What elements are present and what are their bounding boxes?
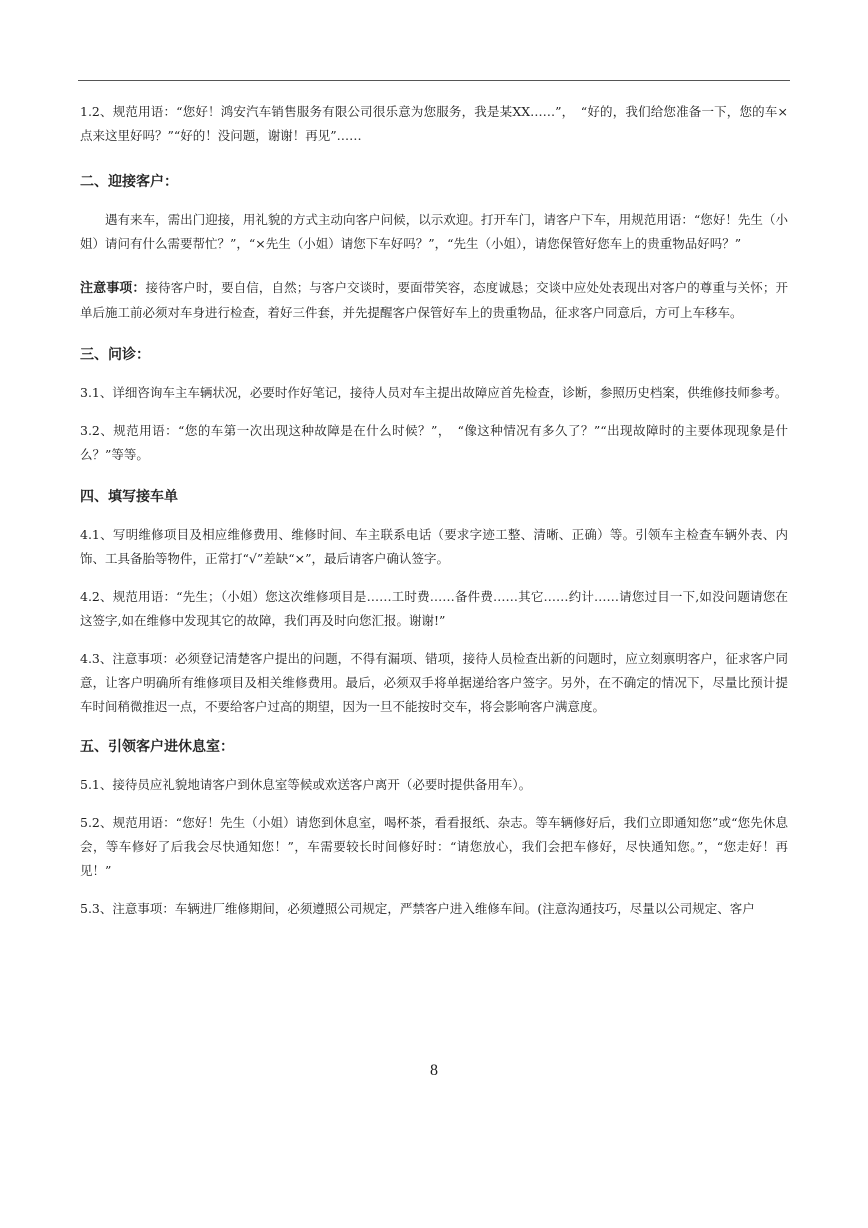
paragraph-3-1: 3.1、详细咨询车主车辆状况，必要时作好笔记，接待人员对车主提出故障应首先检查，诊断，参照历史档案，供维修技师参考。 (80, 385, 788, 400)
section-heading-4: 四、填写接车单 (80, 489, 178, 505)
paragraph-4-3: 4.3、注意事项：必须登记清楚客户提出的问题，不得有漏项、错项，接待人员检查出新的问题时，应立刻禀明客户，征求客户同意，让客户明确所有维修项目及相关维修费用。最后，必须双手将单据递给客户签字。另外，在不确定的情况下，尽量比预计提车时间稍微推迟一点，不要给客户过高的期望，因为一旦不能按时交车，将会影响客户满意度。 (80, 651, 788, 714)
page-content (80, 100, 788, 921)
note-paragraph (80, 276, 788, 325)
paragraph-5-3: 5.3、注意事项：车辆进厂维修期间，必须遵照公司规定，严禁客户进入维修车间。(注意沟通技巧，尽量以公司规定、客户 (80, 901, 755, 916)
section-heading-2: 二、迎接客户： (80, 174, 178, 190)
paragraph-1-2: 1.2、规范用语：“您好！鸿安汽车销售服务有限公司很乐意为您服务，我是某XX……”， “好的，我们给您准备一下，您的车×点来这里好吗？”“好的！没问题，谢谢！再见”…… (80, 104, 788, 143)
section-heading-3: 三、问诊： (80, 347, 150, 363)
paragraph-4-2: 4.2、规范用语：“先生；（小姐）您这次维修项目是……工时费……备件费……其它……约计……请您过目一下,如没问题请您在这签字,如在维修中发现其它的故障，我们再及时向您汇报。谢谢!” (80, 589, 788, 628)
note-text: 接待客户时，要自信，自然；与客户交谈时，要面带笑容，态度诚恳；交谈中应处处表现出对客户的尊重与关怀；开单后施工前必须对车身进行检查，着好三件套，并先提醒客户保管好车上的贵重物品，征求客户同意后，方可上车移车。 (80, 280, 788, 320)
paragraph-5-1: 5.1、接待员应礼貌地请客户到休息室等候或欢送客户离开（必要时提供备用车）。 (80, 777, 532, 792)
page-number: 8 (430, 1062, 438, 1079)
paragraph-4-1: 4.1、写明维修项目及相应维修费用、维修时间、车主联系电话（要求字迹工整、清晰、正确）等。引领车主检查车辆外表、内饰、工具备胎等物件，正常打“√”差缺“×”，最后请客户确认签字。 (80, 527, 788, 566)
paragraph-5-2: 5.2、规范用语：“您好！先生（小姐）请您到休息室，喝杯茶，看看报纸、杂志。等车辆修好后，我们立即通知您”或“您先休息会，等车修好了后我会尽快通知您！”，车需要较长时间修好时：“请您放心，我们会把车修好，尽快通知您。”，“您走好！再见！” (80, 815, 788, 878)
paragraph-2: 遇有来车，需出门迎接，用礼貌的方式主动向客户问候，以示欢迎。打开车门，请客户下车，用规范用语：“您好！先生（小姐）请问有什么需要帮忙？”，“×先生（小姐）请您下车好吗？”，“先生（小姐），请您保管好您车上的贵重物品好吗？” (80, 212, 788, 251)
paragraph-3-2: 3.2、规范用语：“您的车第一次出现这种故障是在什么时候？”， “像这种情况有多久了？”“出现故障时的主要体现现象是什么？”等等。 (80, 423, 788, 462)
section-heading-5: 五、引领客户进休息室： (80, 739, 234, 755)
note-label: 注意事项： (80, 281, 146, 296)
header-rule (78, 80, 790, 81)
